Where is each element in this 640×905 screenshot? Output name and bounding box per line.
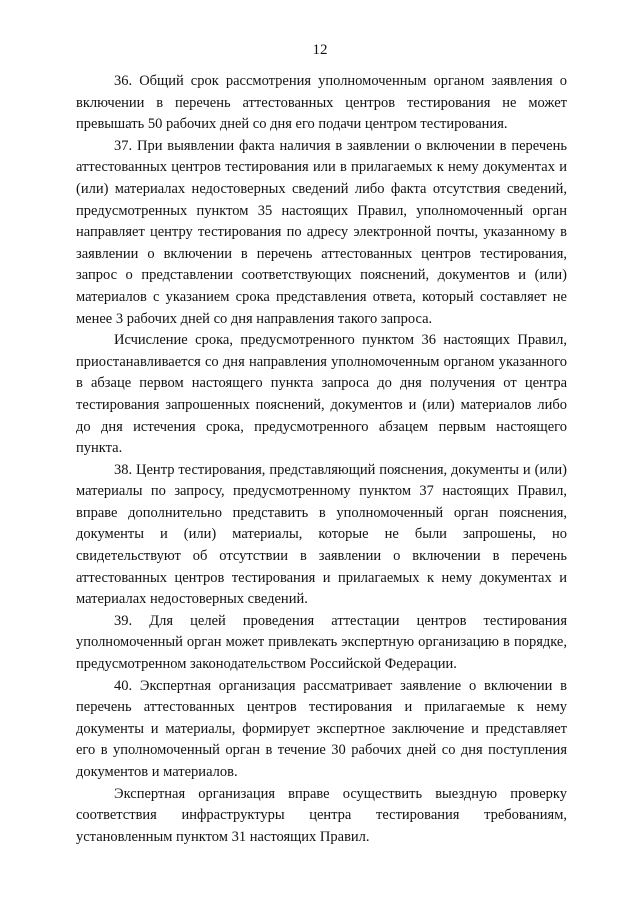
paragraph-37: 37. При выявлении факта наличия в заявлении о включении в перечень аттестованных центров тестирования или в прилагаемых к нему документах и (или) материалах недостоверных сведений либо факта отсутствия сведений, предусмотренных пунктом 35 настоящих Правил, уполномоченный орган направляет центру тестирования по адресу электронной почты, указанному в заявлении о включении в перечень аттестованных центров тестирования, запрос о представлении соответствующих пояснений, документов и (или) материалов с указанием срока представления ответа, который составляет не менее 3 рабочих дней со дня направления такого запроса. — [76, 137, 567, 327]
document-body — [76, 71, 567, 848]
paragraph-40: 40. Экспертная организация рассматривает заявление о включении в перечень аттестованных центров тестирования и прилагаемые к нему документы и материалы, формирует экспертное заключение и представляет его в уполномоченный орган в течение 30 рабочих дней со дня поступления документов и материалов. — [76, 677, 567, 780]
paragraph-38: 38. Центр тестирования, представляющий пояснения, документы и (или) материалы по запросу, предусмотренному пунктом 37 настоящих Правил, вправе дополнительно представить в уполномоченный орган пояснения, документы и (или) материалы, которые не были запрошены, но свидетельствуют об отсутствии в заявлении о включении в перечень аттестованных центров тестирования и прилагаемых к нему документах и материалах недостоверных сведений. — [76, 461, 567, 608]
page-number: 12 — [312, 42, 328, 58]
paragraph-39: 39. Для целей проведения аттестации центров тестирования уполномоченный орган может привлекать экспертную организацию в порядке, предусмотренном законодательством Российской Федерации. — [76, 612, 567, 673]
paragraph-36: 36. Общий срок рассмотрения уполномоченным органом заявления о включении в перечень аттестованных центров тестирования не может превышать 50 рабочих дней со дня его подачи центром тестирования. — [76, 73, 567, 133]
paragraph-40-continued: Экспертная организация вправе осуществить выездную проверку соответствия инфраструктуры центра тестирования требованиям, установленным пунктом 31 настоящих Правил. — [76, 785, 567, 845]
paragraph-37-continued: Исчисление срока, предусмотренного пунктом 36 настоящих Правил, приостанавливается со дня направления уполномоченным органом указанного в абзаце первом настоящего пункта запроса до дня получения от центра тестирования запрошенных пояснений, документов и (или) материалов либо до дня истечения срока, предусмотренного абзацем первым настоящего пункта. — [76, 332, 567, 457]
